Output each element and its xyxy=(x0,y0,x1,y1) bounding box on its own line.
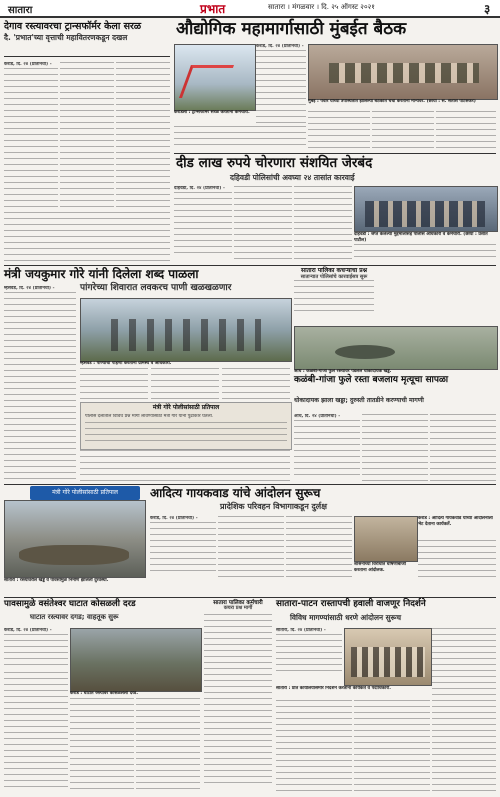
dateline: म्हसवड, दि. २४ (प्रतिनिधी) - xyxy=(4,286,55,291)
article-body xyxy=(4,672,68,792)
subheadline: साताऱ्यात पोलिसांचे कारवाईसत्र सुरू xyxy=(300,273,368,280)
dateline: कराड, दि. २४ (प्रतिनिधी) - xyxy=(4,62,52,67)
article-body xyxy=(362,414,428,482)
photo-caption: कराड : घाटात रस्त्यावर कोसळलेली दरड. xyxy=(70,691,139,696)
dateline: कराड, दि. २४ (प्रतिनिधी) - xyxy=(4,628,52,633)
article-body xyxy=(4,628,68,670)
subheadline: धोकादायक झाला खड्डा; दुरुस्ती तातडीने करण्याची मागणी xyxy=(294,397,424,404)
photo-caption: कराडला : ट्रान्सफॉर्मर सरळ करताना कर्मचारी. xyxy=(174,110,250,115)
photo-caption: शासनाच्या विरोधात घोषणाबाजी करताना आंदोलक. xyxy=(354,562,406,573)
article-body xyxy=(80,450,290,482)
article-body xyxy=(222,368,290,400)
headline-landslide: पावसामुळे वसंतेश्वर घाटात कोसळली दरड xyxy=(4,599,136,609)
masthead-logo: प्रभात xyxy=(200,2,226,16)
protest-photo xyxy=(344,628,432,686)
article-body xyxy=(372,111,434,151)
article-body xyxy=(151,368,219,400)
subheadline: पांगरेच्या शिवारात लवकरच पाणी खळखळणार xyxy=(80,283,232,293)
article-body xyxy=(308,111,370,151)
box-title: मंत्री गोरे पोलीसांसाठी प्रतिपाल xyxy=(152,404,220,411)
headline: सातारा पालिका कर्मचारी xyxy=(213,600,263,606)
photo-caption: सातारा : प्रांत कार्यालयासमोर निदर्शने करताना कार्यकर्ते व पदाधिकारी. xyxy=(276,686,391,691)
box-text: पोलीस दलातील विविध प्रश्न मार्गी लावण्यासाठी मंत्री गोरे यांनी पुढाकार घेतला. xyxy=(85,413,214,419)
article-body xyxy=(234,186,292,262)
article-body xyxy=(354,244,496,262)
article-body xyxy=(150,516,216,578)
subheadline: दहिवडी पोलिसांची अवघ्या २४ तासांत कारवाई xyxy=(230,173,355,182)
article-body xyxy=(294,414,360,482)
inspection-photo xyxy=(80,298,292,362)
headline-industrial-highway: औद्योगिक महामार्गासाठी मुंबईत बैठक xyxy=(176,19,407,39)
article-body xyxy=(286,516,352,578)
meeting-photo xyxy=(308,44,498,100)
article-body xyxy=(276,700,352,792)
road-photo xyxy=(4,500,146,578)
article-body xyxy=(256,44,306,126)
dateline: कराड, दि. २४ (प्रतिनिधी) - xyxy=(256,44,304,49)
dateline: कराड, दि. २४ (प्रतिनिधी) - xyxy=(150,516,198,521)
section-label: सातारा xyxy=(8,5,33,16)
sidebar-box xyxy=(80,402,292,450)
headline-theft: दीड लाख रुपये चोरणारा संशयित जेरबंद xyxy=(176,155,373,171)
article-body xyxy=(436,111,496,151)
headline-kalambi-road: कळंबी-गांजा फुले रस्ता बजलाय मृत्यूचा सापळा xyxy=(294,375,449,385)
subheadline: प्रादेशिक परिवहन विभागाकडून दुर्लक्ष xyxy=(220,502,327,511)
article-body xyxy=(174,186,232,262)
headline-minister-gore: मंत्री जयकुमार गोरे यांनी दिलेला शब्द पाळला xyxy=(4,267,199,281)
headline-aditya-gaikwad: आदित्य गायकवाड यांचे आंदोलन सुरूच xyxy=(150,486,321,500)
dateline: सातारा, दि. २४ (प्रतिनिधी) - xyxy=(276,628,326,633)
dateline: औंध, दि. २४ (प्रतिनिधी) - xyxy=(294,414,341,419)
headline: देगाव रस्त्यावरचा ट्रान्सफॉर्मर केला सरळ xyxy=(4,21,142,32)
article-body xyxy=(4,212,170,264)
article-body xyxy=(80,368,148,400)
subheadline: विविध मागण्यांसाठी धरणे आंदोलन सुरूच xyxy=(290,613,402,622)
subheadline: घाटात रस्त्यावर दगड; वाहतूक सुरू xyxy=(30,613,119,621)
headline: सातारा पालिका कचऱ्याचा प्रश्न xyxy=(301,267,367,274)
transformer-photo xyxy=(174,44,256,111)
story-municipal xyxy=(294,268,374,324)
protest-photo xyxy=(354,516,418,562)
police-photo xyxy=(354,186,498,232)
article-body xyxy=(136,698,200,792)
article-body xyxy=(174,126,306,150)
story-transformer xyxy=(4,22,170,43)
landslide-photo xyxy=(70,628,202,692)
subheadline: कचरा प्रश्न मार्गी xyxy=(223,605,253,612)
article-body xyxy=(418,540,496,578)
headline-satara-protest: सातारा-पाटन रास्तापची हवाली वाजणूर निदर्शने xyxy=(276,599,426,609)
dateline: दहिवडी, दि. २४ (प्रतिनिधी) - xyxy=(174,186,225,191)
article-body xyxy=(432,628,496,792)
article-body xyxy=(430,414,496,482)
photo-caption: मुंबई : पवार यांच्या उपस्थितीत झालेल्या बैठकीत चर्चा करताना मान्यवर. (छाया : सं. सतीश पाटसकर) xyxy=(308,99,476,104)
article-body xyxy=(4,286,76,482)
article-body xyxy=(70,698,134,792)
article-body xyxy=(294,186,352,262)
article-body xyxy=(354,700,430,792)
article-body xyxy=(60,62,114,210)
page-number: ३ xyxy=(484,2,491,16)
page-header xyxy=(0,0,500,18)
photo-caption: सातारा : रस्त्यावरील खड्डे व पावसामुळे निर्माण झालेली दुरवस्था. xyxy=(4,578,109,583)
photo-caption: कराड : आदित्य गायकवाड यांच्या आंदोलनाला भेट देताना कार्यकर्ते. xyxy=(418,516,493,527)
article-body xyxy=(4,62,58,210)
date-line: सातारा । मंगळवार । दि. २५ ऑगस्ट २०२१ xyxy=(268,3,375,11)
photo-caption: म्हसवड : पाण्याची पाहणी करताना ग्रामस्थ व अधिकारी. xyxy=(80,361,172,366)
article-body xyxy=(116,62,170,210)
road-potholes-photo xyxy=(294,326,498,370)
photo-caption: दहिवडी : जप्त केलेल्या मुद्देमालासह पोलीस अधिकारी व कर्मचारी. (छाया : प्रशांत पाटील) xyxy=(354,232,488,243)
article-body xyxy=(276,628,342,678)
photo-caption: औंध : कळंबी-गांजा फुले रस्त्यावर पडलेले धोकादायक खड्डे. xyxy=(294,369,392,374)
subheadline: दै. 'प्रभात'च्या वृत्ताची महावितरणकडून दखल xyxy=(4,33,128,43)
article-body xyxy=(218,516,284,578)
section-badge: मंत्री गोरे पोलीसांसाठी प्रतिपाल xyxy=(30,486,140,500)
story-municipal-staff xyxy=(204,600,272,792)
